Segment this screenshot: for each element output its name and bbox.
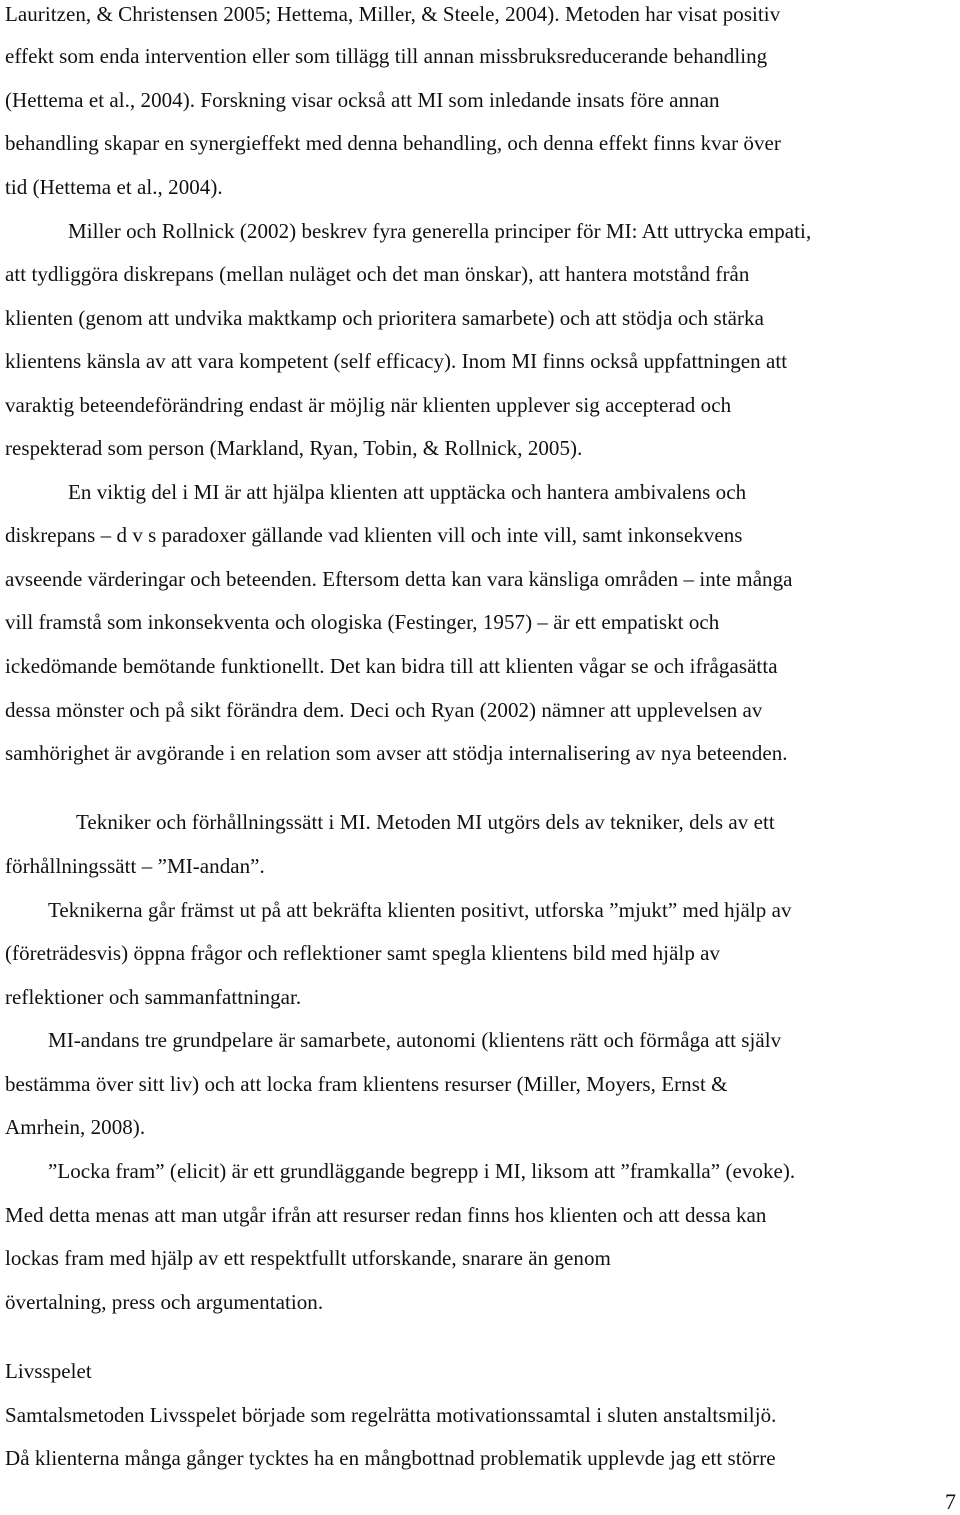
text-line: ickedömande bemötande funktionellt. Det kan bidra till att klienten vågar se och ifrågasätta: [5, 654, 778, 678]
text-line: diskrepans – d v s paradoxer gällande vad klienten vill och inte vill, samt inkonsekvens: [5, 523, 743, 547]
text-line: Då klienterna många gånger tycktes ha en mångbottnad problematik upplevde jag ett större: [5, 1446, 776, 1470]
text-line: (företrädesvis) öppna frågor och reflektioner samt spegla klientens bild med hjälp av: [5, 941, 721, 965]
text-line: Amrhein, 2008).: [5, 1115, 146, 1139]
text-line: dessa mönster och på sikt förändra dem. Deci och Ryan (2002) nämner att upplevelsen av: [5, 698, 763, 722]
text-line: Lauritzen, & Christensen 2005; Hettema, Miller, & Steele, 2004). Metoden har visat positiv: [5, 2, 781, 26]
text-line: klienten (genom att undvika maktkamp och prioritera samarbete) och att stödja och stärka: [5, 306, 764, 330]
text-line: förhållningssätt – ”MI-andan”.: [5, 854, 265, 878]
section-heading-line: Tekniker och förhållningssätt i MI. Metoden MI utgörs dels av tekniker, dels av ett: [76, 810, 775, 834]
text-line: varaktig beteendeförändring endast är möjlig när klienten upplever sig accepterad och: [5, 393, 732, 417]
text-line: tid (Hettema et al., 2004).: [5, 175, 223, 199]
section-heading: Livsspelet: [5, 1359, 92, 1383]
text-line: lockas fram med hjälp av ett respektfullt utforskande, snarare än genom: [5, 1246, 611, 1270]
text-line: respekterad som person (Markland, Ryan, Tobin, & Rollnick, 2005).: [5, 436, 583, 460]
text-line: avseende värderingar och beteenden. Eftersom detta kan vara känsliga områden – inte många: [5, 567, 793, 591]
text-line: att tydliggöra diskrepans (mellan nuläget och det man önskar), att hantera motstånd från: [5, 262, 750, 286]
text-line: MI-andans tre grundpelare är samarbete, autonomi (klientens rätt och förmåga att själv: [48, 1028, 782, 1052]
text-line: samhörighet är avgörande i en relation som avser att stödja internalisering av nya beteenden.: [5, 741, 788, 765]
text-line: Med detta menas att man utgår ifrån att resurser redan finns hos klienten och att dessa kan: [5, 1203, 767, 1227]
text-line: ”Locka fram” (elicit) är ett grundläggande begrepp i MI, liksom att ”framkalla” (evoke).: [48, 1159, 796, 1183]
text-line: behandling skapar en synergieffekt med denna behandling, och denna effekt finns kvar över: [5, 131, 781, 155]
text-line: bestämma över sitt liv) och att locka fram klientens resurser (Miller, Moyers, Ernst &: [5, 1072, 728, 1096]
page-number: 7: [945, 1489, 956, 1514]
text-line: vill framstå som inkonsekventa och ologiska (Festinger, 1957) – är ett empatiskt och: [5, 610, 720, 634]
text-line: Miller och Rollnick (2002) beskrev fyra generella principer för MI: Att uttrycka empati,: [68, 219, 812, 243]
text-line: effekt som enda intervention eller som tillägg till annan missbruksreducerande behandling: [5, 44, 768, 68]
text-line: (Hettema et al., 2004). Forskning visar också att MI som inledande insats före annan: [5, 88, 720, 112]
text-line: En viktig del i MI är att hjälpa klienten att upptäcka och hantera ambivalens och: [68, 480, 747, 504]
text-line: reflektioner och sammanfattningar.: [5, 985, 302, 1009]
text-line: klientens känsla av att vara kompetent (self efficacy). Inom MI finns också uppfattningen att: [5, 349, 788, 373]
text-line: Samtalsmetoden Livsspelet började som regelrätta motivationssamtal i sluten anstaltsmiljö.: [5, 1403, 777, 1427]
text-line: Teknikerna går främst ut på att bekräfta klienten positivt, utforska ”mjukt” med hjälp av: [48, 898, 792, 922]
text-line: övertalning, press och argumentation.: [5, 1290, 324, 1314]
